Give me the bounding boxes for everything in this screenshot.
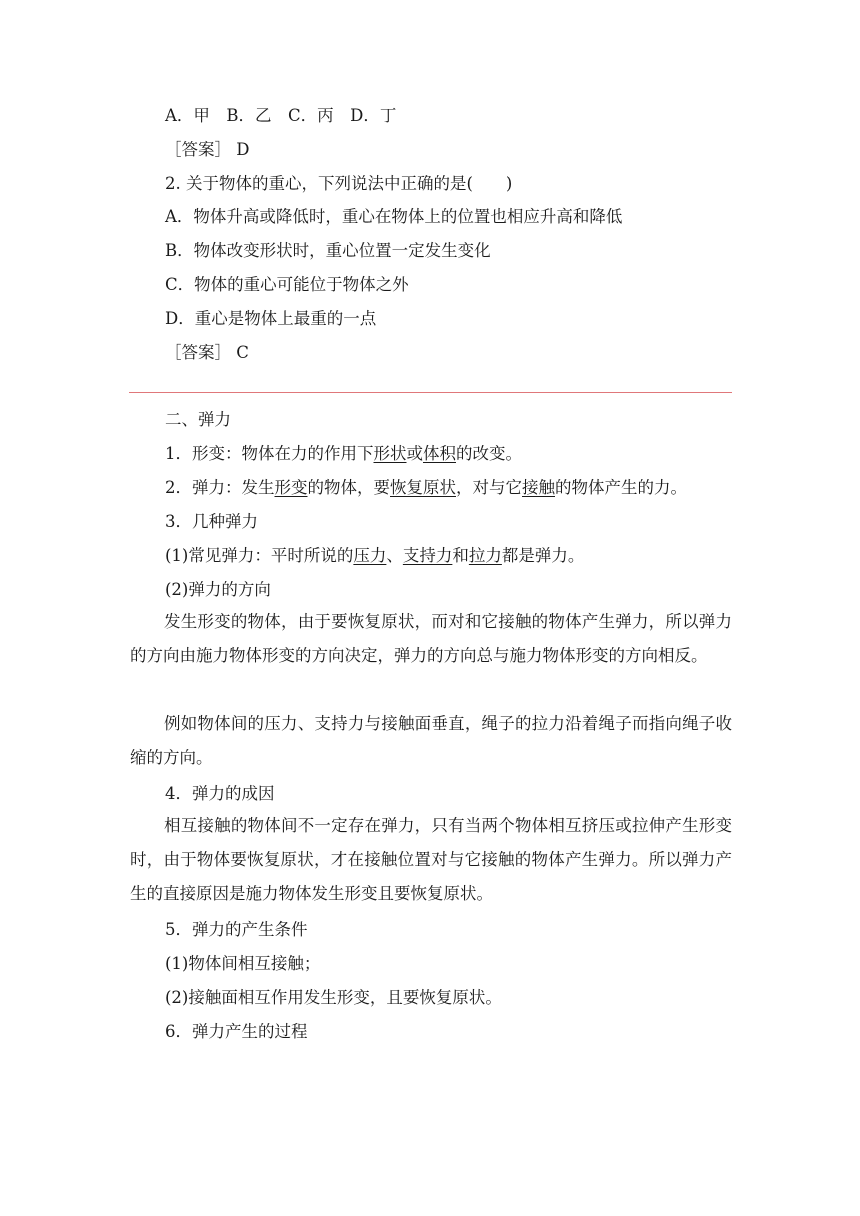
item-5-1: (1)物体间相互接触； — [165, 954, 321, 973]
q2-option-b: B．物体改变形状时，重心位置一定发生变化 — [165, 241, 491, 260]
q2-stem: 2. 关于物体的重心，下列说法中正确的是( ) — [165, 174, 513, 193]
item-1-text: 的改变。 — [456, 444, 522, 463]
item-3-2-title: (2)弹力的方向 — [165, 580, 271, 599]
keyword-contact: 接触 — [522, 478, 555, 497]
item-1-text: 1．形变：物体在力的作用下 — [165, 444, 374, 463]
keyword-volume: 体积 — [423, 444, 456, 463]
item-3-1-text: 和 — [452, 546, 469, 565]
item-5-2: (2)接触面相互作用发生形变，且要恢复原状。 — [165, 988, 502, 1007]
item-1-text: 或 — [406, 444, 423, 463]
item-2-text: 的物体，要 — [307, 478, 390, 497]
item-2-text: ，对与它 — [456, 478, 522, 497]
item-2-text: 2．弹力：发生 — [165, 478, 275, 497]
item-3-1-text: 、 — [386, 546, 403, 565]
item-3-1-text: 都是弹力。 — [501, 546, 585, 565]
item-2-text: 的物体产生的力。 — [555, 478, 687, 497]
q1-answer: ［答案］ D — [165, 140, 250, 159]
item-6-title: 6．弹力产生的过程 — [165, 1022, 308, 1041]
q2-option-a: A．物体升高或降低时，重心在物体上的位置也相应升高和降低 — [165, 207, 623, 226]
q2-option-d: D．重心是物体上最重的一点 — [165, 309, 377, 328]
item-3-1-text: (1)常见弹力：平时所说的 — [165, 546, 354, 565]
item-2-elastic-force — [165, 478, 687, 498]
item-4-title: 4．弹力的成因 — [165, 784, 275, 803]
q2-option-c: C．物体的重心可能位于物体之外 — [165, 275, 409, 294]
q2-answer: ［答案］ C — [165, 343, 249, 362]
section-title: 二、弹力 — [165, 410, 231, 429]
item-1-deformation — [165, 444, 522, 464]
keyword-restore: 恢复原状 — [390, 478, 456, 497]
paragraph-example: 例如物体间的压力、支持力与接触面垂直，绳子的拉力沿着绳子而指向绳子收缩的方向。 — [130, 714, 732, 767]
item-5-title: 5．弹力的产生条件 — [165, 920, 308, 939]
section-divider — [129, 392, 732, 393]
keyword-pressure: 压力 — [353, 546, 387, 565]
keyword-deformation: 形变 — [274, 478, 308, 497]
item-3-1-common — [165, 546, 584, 566]
paragraph-cause: 相互接触的物体间不一定存在弹力，只有当两个物体相互挤压或拉伸产生形变时，由于物体要恢复原状，才在接触位置对与它接触的物体产生弹力。所以弹力产生的直接原因是施力物体发生形变且要恢复原状。 — [130, 816, 732, 903]
keyword-support-force: 支持力 — [402, 546, 453, 565]
item-3-title: 3．几种弹力 — [165, 512, 258, 531]
paragraph-direction: 发生形变的物体，由于要恢复原状，而对和它接触的物体产生弹力，所以弹力的方向由施力物体形变的方向决定，弹力的方向总与施力物体形变的方向相反。 — [130, 612, 732, 665]
q1-options: A．甲 B．乙 C．丙 D．丁 — [165, 106, 397, 125]
keyword-tension: 拉力 — [468, 546, 502, 565]
keyword-shape: 形状 — [373, 444, 407, 463]
